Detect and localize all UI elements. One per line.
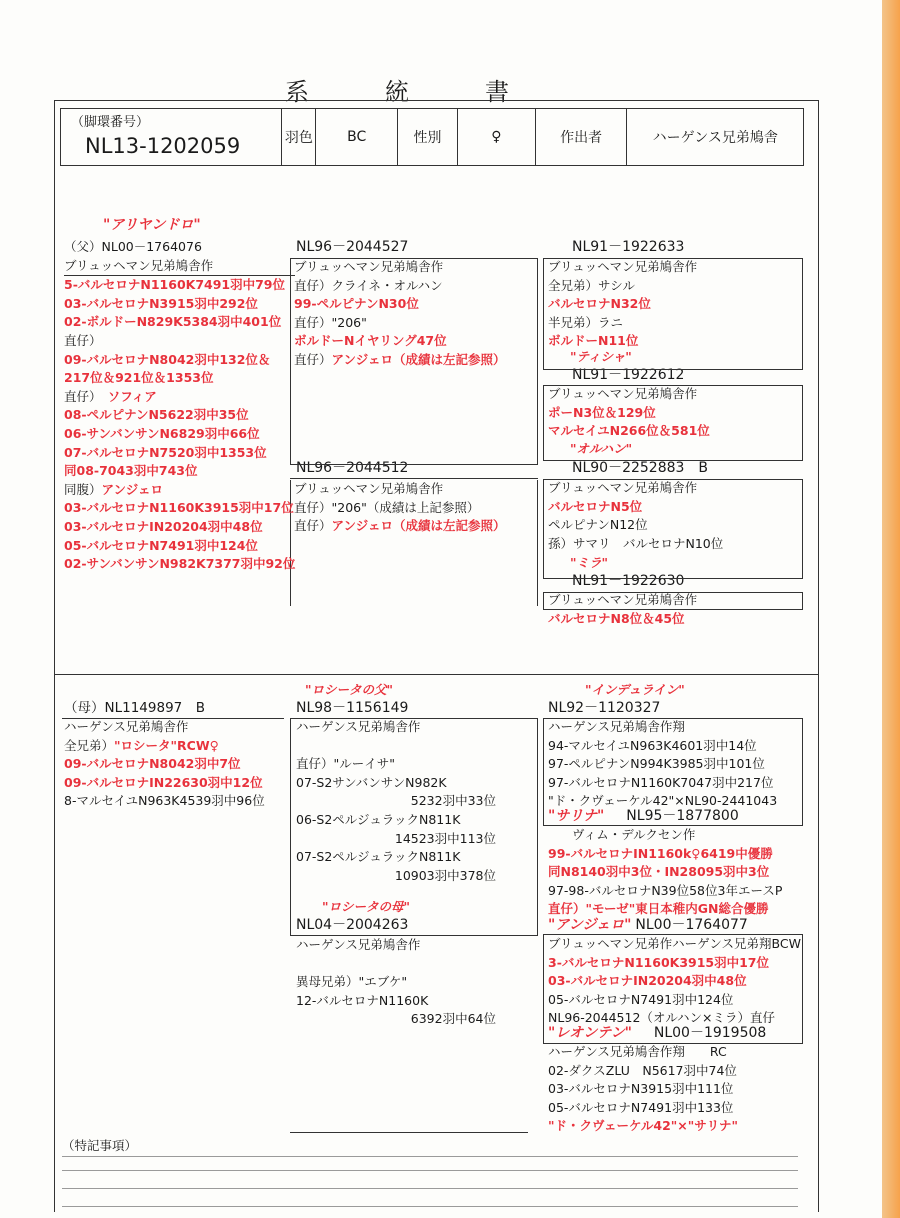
sds-block — [548, 479, 723, 553]
pedigree-line: 02-ボルドーN829K5384羽中401位 — [64, 314, 282, 330]
dss-name: "インデュライン" — [585, 682, 685, 697]
sdd-ring: NL91－1922630 — [572, 573, 685, 589]
pedigree-line: 05-バルセロナN7491羽中124位 — [548, 991, 734, 1007]
pedigree-line: 3-バルセロナN1160K3915羽中17位 — [548, 954, 770, 970]
dds-name: "アンジェロ" — [548, 917, 632, 933]
pedigree-line: （父）NL00－1764076 — [64, 239, 202, 254]
sex-label: 性別 — [398, 109, 458, 165]
pedigree-line: 直仔）"206" — [294, 314, 367, 330]
ddd-ring: NL00－1919508 — [653, 1025, 767, 1041]
pedigree-line: 07-S2ペルジュラックN811K — [296, 849, 461, 865]
pedigree-line: バルセロナN5位 — [548, 498, 643, 514]
pedigree-line: 同N8140羽中3位・IN28095羽中3位 — [548, 864, 770, 880]
pedigree-line: ブリュッヘマン兄弟鳩舎作 — [294, 259, 444, 274]
pedigree-line: 半兄弟）ラニ — [548, 314, 624, 330]
pedigree-line: 8-マルセイユN963K4539羽中96位 — [64, 793, 265, 809]
pedigree-line: 6392羽中64位 — [410, 1011, 496, 1027]
pedigree-line: NL96-2044512（オルハン×ミラ）直仔 — [548, 1010, 776, 1026]
pedigree-line: 直仔）アンジェロ（成績は左記参照） — [294, 351, 506, 367]
pedigree-line: 14523羽中113位 — [394, 830, 496, 846]
pedigree-line: 02-サンバンサンN982K7377羽中92位 — [64, 556, 296, 572]
pedigree-line: ハーゲンス兄弟鳩舎作翔 — [548, 719, 685, 734]
page-title: 系 統 書 — [285, 78, 535, 106]
ssd-block — [548, 385, 710, 441]
pedigree-line: ハーゲンス兄弟鳩舎作翔 RC — [548, 1044, 727, 1059]
dam-block — [64, 718, 265, 811]
dam-dam-name: "ロシータの母" — [322, 899, 411, 914]
pedigree-line: ポーN3位＆129位 — [548, 404, 656, 420]
pedigree-line: ボルドーN11位 — [548, 333, 639, 349]
pedigree-line: バルセロナN8位＆45位 — [548, 610, 685, 626]
ssd-name: "ティシャ" — [570, 349, 632, 364]
pedigree-line: 異母兄弟）"エブケ" — [296, 974, 408, 990]
pedigree-line: 全兄弟）"ロシータ"RCW♀ — [64, 737, 219, 753]
pedigree-line: 99-ペルピナンN30位 — [294, 296, 419, 312]
pedigree-line: 03-バルセロナN3915羽中111位 — [548, 1081, 734, 1097]
pedigree-line: ブリュッヘマン兄弟鳩舎作 — [548, 592, 698, 607]
pedigree-line: 直仔）"モーゼ"東日本稚内GN総合優勝 — [548, 901, 769, 917]
pedigree-line: 217位＆921位＆1353位 — [64, 370, 214, 386]
ring-label: （脚環番号） — [71, 115, 150, 130]
dam-dam-block — [296, 936, 496, 1029]
pedigree-line: 03-バルセロナIN20204羽中48位 — [548, 973, 747, 989]
pedigree-line: 06-サンバンサンN6829羽中66位 — [64, 425, 260, 441]
sss-ring: NL91－1922633 — [572, 239, 685, 255]
pedigree-line: 03-バルセロナN1160K3915羽中17位 — [64, 500, 294, 516]
pedigree-line: マルセイユN266位＆581位 — [548, 423, 710, 439]
breeder-label: 作出者 — [536, 109, 628, 165]
pedigree-line: 07-バルセロナN7520羽中1353位 — [64, 444, 267, 460]
notes-label: （特記事項） — [62, 1138, 138, 1153]
pedigree-line: 12-バルセロナN1160K — [296, 992, 429, 1008]
ring-cell — [61, 109, 282, 165]
sdd-name: "ミラ" — [570, 555, 609, 570]
pedigree-line: 09-バルセロナIN22630羽中12位 — [64, 774, 263, 790]
pedigree-line: 09-バルセロナN8042羽中132位＆ — [64, 351, 271, 367]
pedigree-line: ブリュッヘマン兄弟鳩舎作 — [548, 480, 698, 495]
pedigree-line: 09-バルセロナN8042羽中7位 — [64, 756, 241, 772]
sdd-block — [548, 591, 697, 628]
pedigree-line: 直仔）クライネ・オルハン — [294, 277, 443, 293]
dsd-block — [548, 826, 782, 919]
pedigree-line: 03-バルセロナN3915羽中292位 — [64, 295, 258, 311]
pedigree-line: "ド・クヴェーケル42"×"サリナ" — [548, 1118, 739, 1134]
pedigree-line: バルセロナN32位 — [548, 296, 651, 312]
sds-name: "オルハン" — [570, 441, 633, 456]
pedigree-line: "ド・クヴェーケル42"×NL90-2441043 — [548, 793, 778, 809]
ddd-name: "レオンテン" — [548, 1025, 632, 1041]
sire-dam-ring: NL96－2044512 — [296, 460, 409, 476]
color-label: 羽色 — [282, 109, 316, 165]
pedigree-line: 直仔）"ルーイサ" — [296, 756, 395, 772]
dds-block — [548, 935, 801, 1028]
pedigree-line: 5-バルセロナN1160K7491羽中79位 — [64, 277, 286, 293]
ddd-block — [548, 1043, 738, 1136]
dss-ring: NL92－1120327 — [548, 700, 661, 716]
pedigree-line: 97-98-バルセロナN39位58位3年エースP — [548, 882, 783, 898]
pedigree-line: 直仔）アンジェロ（成績は左記参照） — [294, 518, 506, 534]
pedigree-line: 直仔） ソフィア — [64, 388, 157, 404]
pedigree-line: 直仔）"206"（成績は上記参照） — [294, 499, 480, 515]
notes-line — [62, 1170, 798, 1171]
dsd-ring: NL95－1877800 — [626, 808, 739, 824]
pedigree-line — [296, 955, 496, 974]
dam-dam-ring: NL04－2004263 — [296, 917, 409, 933]
dsd-name: "サリナ" — [548, 808, 605, 824]
pedigree-line: ハーゲンス兄弟鳩舎作 — [296, 719, 421, 734]
header-table — [60, 108, 804, 166]
notes-line — [62, 1206, 798, 1207]
sss-block — [548, 258, 697, 351]
pedigree-line: ボルドーNイヤリング47位 — [294, 333, 447, 349]
pedigree-line: 5232羽中33位 — [410, 793, 496, 809]
pedigree-line: ペルピナンN12位 — [548, 517, 648, 533]
sire-sire-block — [294, 258, 505, 370]
pedigree-line: 97-バルセロナN1160K7047羽中217位 — [548, 774, 774, 790]
pedigree-line: 同08-7043羽中743位 — [64, 463, 198, 479]
page-edge — [882, 0, 900, 1218]
sds-ring: NL90－2252883 B — [572, 460, 709, 476]
dam-ring: （母）NL1149897 B — [64, 700, 206, 716]
pedigree-line — [296, 737, 496, 756]
pedigree-line: ヴィム・デルクセン作 — [572, 827, 696, 842]
pedigree-line: ハーゲンス兄弟鳩舎作 — [64, 719, 189, 734]
pedigree-line: 同腹）アンジェロ — [64, 481, 163, 497]
sire-block — [64, 238, 295, 574]
dds-ring: NL00－1764077 — [635, 917, 748, 933]
pedigree-line: 全兄弟）サシル — [548, 277, 635, 293]
pedigree-line: 05-バルセロナN7491羽中133位 — [548, 1099, 734, 1115]
notes-line — [62, 1156, 798, 1157]
dam-sire-ring: NL98－1156149 — [296, 700, 409, 716]
dss-block — [548, 718, 777, 811]
sire-dam-top-line — [290, 478, 538, 479]
pedigree-line: 孫）サマリ バルセロナN10位 — [548, 535, 724, 551]
pedigree-line: 10903羽中378位 — [394, 867, 496, 883]
pedigree-line: 06-S2ペルジュラックN811K — [296, 811, 461, 827]
sire-dam-separator — [54, 674, 819, 675]
pedigree-line: 直仔） — [64, 332, 102, 348]
breeder-value: ハーゲンス兄弟鳩舎 — [652, 130, 778, 146]
pedigree-line: ブリュッヘマン兄弟鳩舎作 — [548, 386, 698, 401]
pedigree-line: ブリュッヘマン兄弟作ハーゲンス兄弟翔BCW — [548, 936, 801, 951]
pedigree-line: 05-バルセロナN7491羽中124位 — [64, 537, 258, 553]
dam-dam-bottom-line — [290, 1132, 528, 1133]
sire-dam-block — [294, 480, 505, 536]
pedigree-line: 99-バルセロナIN1160k♀6419中優勝 — [548, 845, 773, 861]
pedigree-line: ブリュッヘマン兄弟鳩舎作 — [294, 481, 444, 496]
pedigree-line: 07-S2サンバンサンN982K — [296, 774, 447, 790]
sire-sire-ring: NL96－2044527 — [296, 239, 409, 255]
sex-value: ♀ — [458, 109, 536, 165]
sire-name: "アリヤンドロ" — [103, 217, 201, 233]
pedigree-line: ハーゲンス兄弟鳩舎作 — [296, 937, 421, 952]
ring-number: NL13-1202059 — [85, 134, 241, 158]
dam-sire-name: "ロシータの父" — [305, 682, 394, 697]
pedigree-line: 03-バルセロナIN20204羽中48位 — [64, 518, 263, 534]
ssd-ring: NL91－1922612 — [572, 367, 685, 383]
pedigree-line: 08-ペルピナンN5622羽中35位 — [64, 407, 249, 423]
notes-line — [62, 1188, 798, 1189]
pedigree-line: ブリュッヘマン兄弟鳩舎作 — [548, 259, 698, 274]
color-value: BC — [316, 109, 398, 165]
pedigree-line: ブリュッヘマン兄弟鳩舎作 — [64, 257, 295, 277]
dam-sire-block — [296, 718, 496, 885]
pedigree-line: 94-マルセイユN963K4601羽中14位 — [548, 737, 757, 753]
pedigree-line: 97-ペルピナンN994K3985羽中101位 — [548, 756, 765, 772]
pedigree-line: 02-ダクスZLU N5617羽中74位 — [548, 1062, 737, 1078]
